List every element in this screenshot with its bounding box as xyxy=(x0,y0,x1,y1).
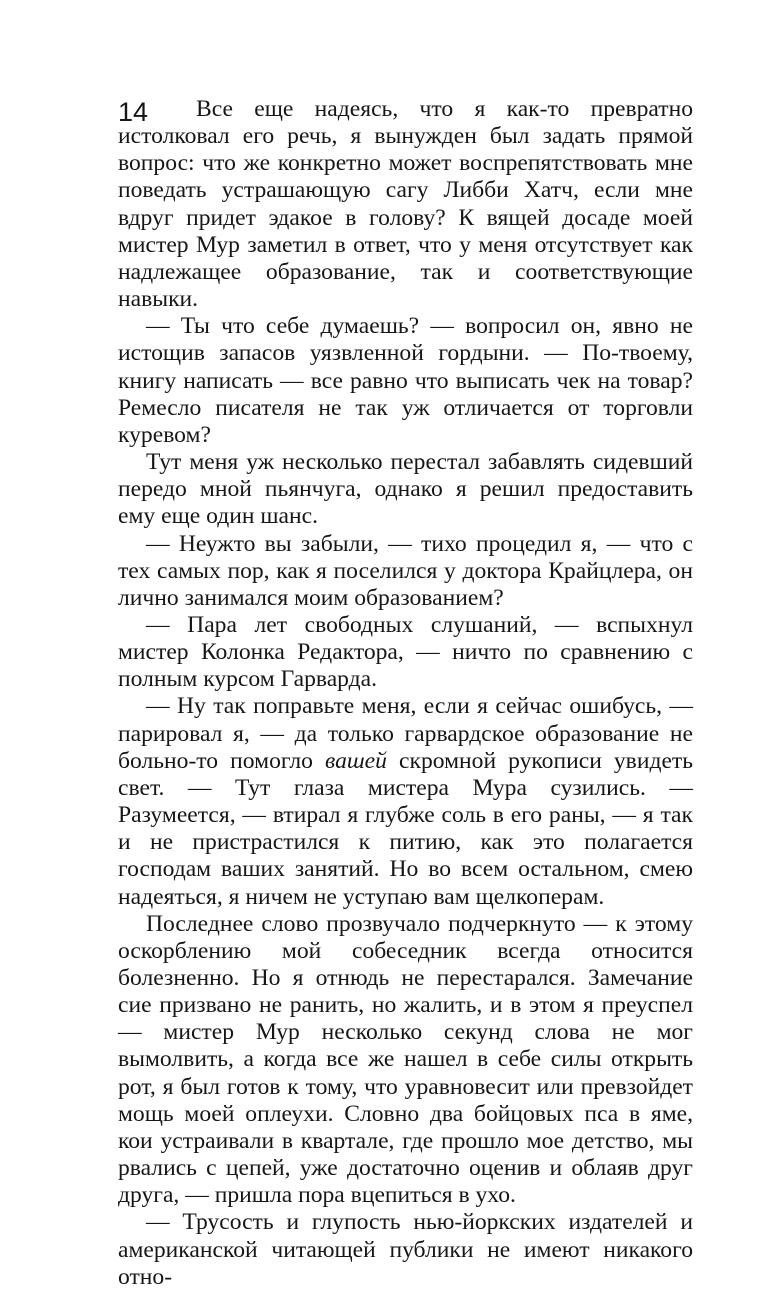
paragraph-text: — Неужто вы забыли, — тихо процедил я, — что с тех самых пор, как я поселился у доктора Крайцлера, он лично занимался моим образованием? xyxy=(118,530,693,611)
paragraph-text: — Ты что себе думаешь? — вопросил он, явно не истощив запасов уязвленной гордыни. — По-твоему, книгу написать — все равно что выписать чек на товар? Ремесло писателя не так уж отличается от торговли куревом? xyxy=(118,313,693,448)
paragraph xyxy=(118,313,693,449)
paragraph xyxy=(118,693,693,910)
paragraph-text: Последнее слово прозвучало подчеркнуто — к этому оскорблению мой собеседник всегда относится болезненно. Но я отнюдь не перестарался. Замечание сие призвано не ранить, но жалить, и в этом я преуспел — мистер Мур несколько секунд слова не мог вымолвить, а когда все же нашел в себе силы открыть рот, я был готов к тому, что уравновесит или превзойдет мощь моей оплеухи. Словно два бойцовых пса в яме, кои устраивали в квартале, где прошло мое детство, мы рвались с цепей, уже достаточно оценив и облаяв друг друга, — пришла пора вцепиться в ухо. xyxy=(118,910,693,1209)
paragraph xyxy=(118,1209,693,1290)
paragraph xyxy=(118,449,693,530)
page-body-text xyxy=(118,96,693,1291)
paragraph xyxy=(118,531,693,612)
paragraph-text: скромной рукописи увидеть свет. — Тут глаза мистера Мура сузились. — Разумеется, — втирал я глубже соль в его раны, — я так и не пристрастился к питию, как это полагается господам ваших занятий. Но во всем остальном, смею надеяться, я ничем не уступаю вам щелкоперам. xyxy=(118,747,694,910)
paragraph-text: — Трусость и глупость нью-йоркских издателей и американской читающей публики не имеют никакого отно- xyxy=(118,1209,693,1290)
paragraph-text: — Ну так поправьте меня, если я сейчас ошибусь, — парировал я, — да только гарвардское образование не больно-то помогло xyxy=(118,693,693,774)
paragraph-text: Все еще надеясь, что я как-то превратно истолковал его речь, я вынужден был задать прямой вопрос: что же конкретно может воспрепятствовать мне поведать устрашающую сагу Либби Хатч, если мне вдруг придет эдакое в голову? К вящей досаде моей мистер Мур заметил в ответ, что у меня отсутствует как надлежащее образование, так и соответствующие навыки. xyxy=(118,96,693,313)
paragraph xyxy=(118,96,693,313)
emphasized-text: вашей xyxy=(324,747,387,774)
paragraph-text: Тут меня уж несколько перестал забавлять сидевший передо мной пьянчуга, однако я решил предоставить ему еще один шанс. xyxy=(118,449,693,530)
paragraph xyxy=(118,911,693,1210)
page-number: 14 xyxy=(118,97,149,127)
paragraph-text: — Пара лет свободных слушаний, — вспыхнул мистер Колонка Редактора, — ничто по сравнению с полным курсом Гарварда. xyxy=(118,611,693,693)
paragraph xyxy=(118,612,693,693)
